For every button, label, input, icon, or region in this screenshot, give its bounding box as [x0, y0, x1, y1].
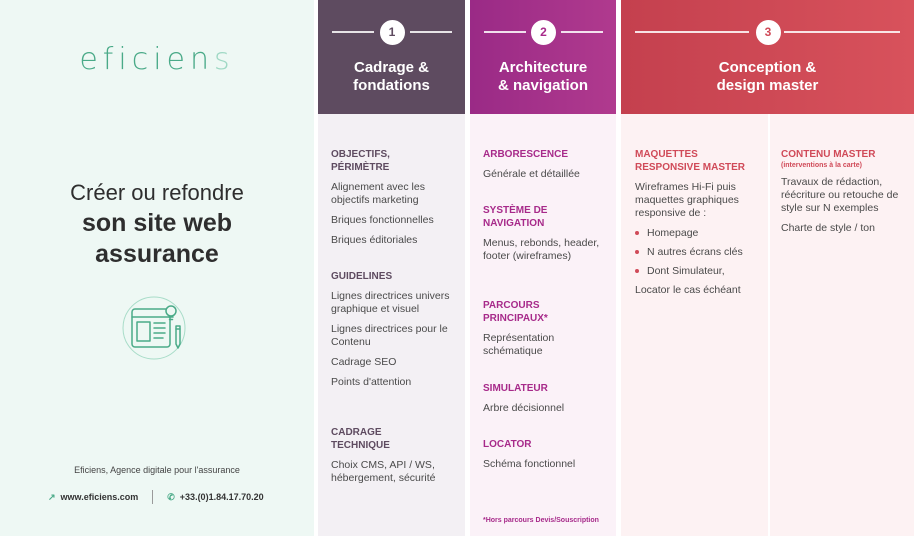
header-rule [332, 31, 374, 33]
column-architecture [470, 0, 616, 536]
list-item: Représentation schématique [483, 332, 555, 357]
cursor-icon: ↗ [48, 491, 56, 502]
bullet-dot [635, 250, 639, 254]
column-header [621, 0, 914, 114]
header-rule [410, 31, 452, 33]
section-subheading: (interventions à la carte) [781, 162, 862, 169]
list-item: Travaux de rédaction, réécriture ou retouche de style sur N exemples [781, 176, 899, 214]
section-arborescence [483, 148, 608, 181]
list-item: Alignement avec les objectifs marketing [331, 181, 425, 206]
bullet-dot [635, 269, 639, 273]
column-conception [621, 0, 914, 536]
website-link[interactable]: www.eficiens.com [60, 492, 139, 502]
section-heading: GUIDELINES [331, 271, 393, 282]
list-item: Arbre décisionnel [483, 402, 565, 414]
column-cadrage [318, 0, 465, 536]
list-item: Briques fonctionnelles [331, 214, 434, 226]
step-number: 2 [531, 20, 556, 45]
page-title [0, 178, 314, 270]
column-body [470, 114, 616, 536]
phone-icon: ✆ [167, 491, 175, 502]
section-parcours [483, 299, 608, 358]
header-rule [484, 31, 526, 33]
section-heading: CADRAGE TECHNIQUE [331, 427, 390, 451]
list-item: Charte de style / ton [781, 222, 875, 234]
brand-logo: eficiens [79, 42, 235, 77]
header-rule [561, 31, 603, 33]
list-item: Locator le cas échéant [635, 284, 741, 296]
footnote: *Hors parcours Devis/Souscription [483, 517, 599, 524]
list-item: Points d'attention [331, 376, 412, 388]
column-title: Cadrage & fondations [353, 59, 430, 94]
contact-bar [48, 490, 264, 504]
section-guidelines [331, 270, 456, 389]
section-objectifs [331, 148, 456, 247]
section-heading: PARCOURS PRINCIPAUX* [483, 300, 548, 324]
section-heading: ARBORESCENCE [483, 149, 569, 160]
list-item: Cadrage SEO [331, 356, 397, 368]
list-item: Briques éditoriales [331, 234, 418, 246]
section-maquettes [635, 148, 761, 297]
column-title: Conception & design master [716, 59, 819, 94]
bullet-item: Homepage [635, 227, 761, 239]
title-line-1: Créer ou refondre [70, 180, 244, 205]
divider [152, 490, 153, 504]
section-contenu [781, 148, 907, 235]
header-rule [635, 31, 749, 33]
section-navigation [483, 204, 608, 263]
step-number: 3 [756, 20, 781, 45]
title-line-2: son site web [81, 209, 233, 237]
column-body [318, 114, 465, 536]
list-item: Menus, rebonds, header, footer (wireframes) [483, 237, 600, 262]
list-item: Wireframes Hi-Fi puis maquettes graphiques responsive de : [635, 181, 739, 219]
column-header [318, 0, 465, 114]
header-rule [784, 31, 900, 33]
section-simulateur [483, 382, 608, 415]
step-number: 1 [380, 20, 405, 45]
section-heading: CONTENU MASTER [781, 149, 876, 160]
section-heading: MAQUETTES RESPONSIVE MASTER [635, 149, 746, 173]
tagline: Eficiens, Agence digitale pour l'assurance [74, 465, 240, 475]
list-item: Choix CMS, API / WS, hébergement, sécurité [331, 459, 436, 484]
column-divider [768, 114, 770, 536]
bullet-dot [635, 231, 639, 235]
list-item: Générale et détaillée [483, 168, 580, 180]
title-line-3: assurance [95, 240, 219, 268]
section-heading: OBJECTIFS, PÉRIMÈTRE [331, 149, 390, 173]
section-heading: SYSTÈME DE NAVIGATION [483, 205, 548, 229]
web-design-icon [114, 296, 194, 360]
section-heading: SIMULATEUR [483, 383, 548, 394]
list-item: Schéma fonctionnel [483, 458, 576, 470]
bullet-item: N autres écrans clés [635, 246, 761, 258]
bullet-item: Dont Simulateur, [635, 265, 761, 277]
phone-number[interactable]: +33.(0)1.84.17.70.20 [179, 492, 264, 502]
column-body [621, 114, 914, 536]
column-title: Architecture & navigation [497, 59, 588, 94]
list-item: Lignes directrices pour le Contenu [331, 323, 448, 348]
section-locator [483, 438, 608, 471]
section-heading: LOCATOR [483, 439, 532, 450]
section-technique [331, 426, 456, 485]
column-header [470, 0, 616, 114]
list-item: Lignes directrices univers graphique et visuel [331, 290, 450, 315]
intro-panel [0, 0, 314, 536]
